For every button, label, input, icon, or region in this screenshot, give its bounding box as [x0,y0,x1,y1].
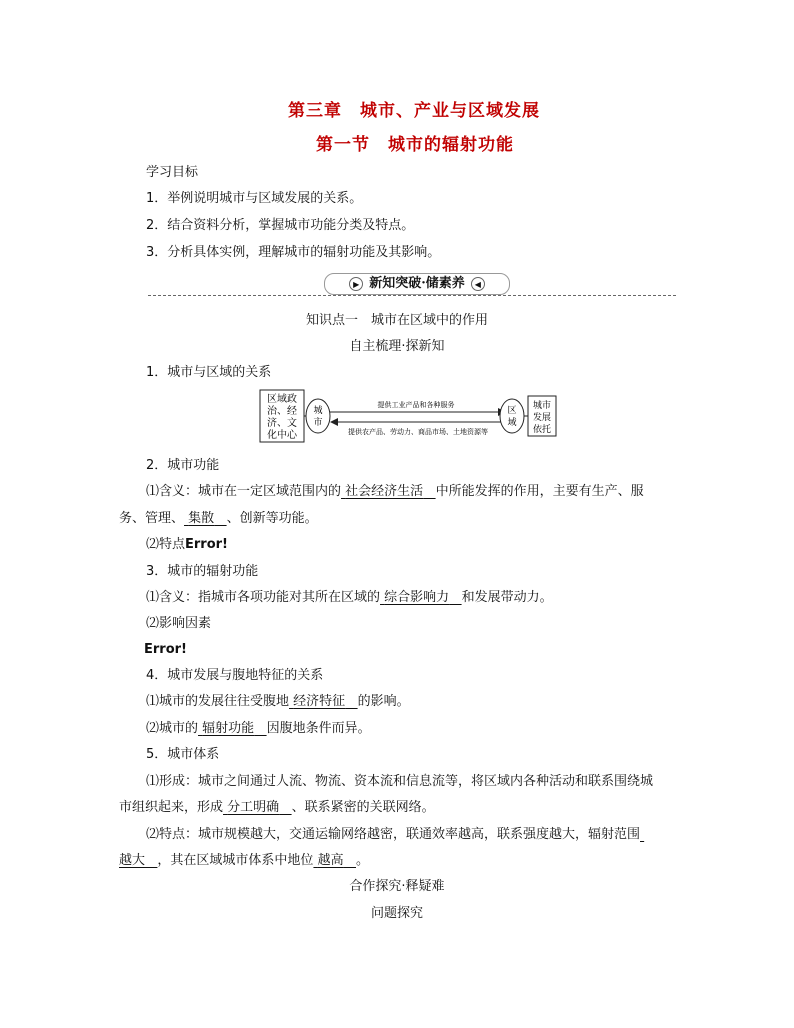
right-box-line: 依托 [532,425,552,435]
s2-p1-line1 [146,483,644,501]
answer-blank [198,721,267,736]
answer: 经济特征 [293,694,346,709]
text: ⑵特点 [146,537,186,552]
text: 和发展带动力。 [461,590,553,605]
section-title: 第一节 城市的辐射功能 [316,135,514,155]
answer: 分工明确 [227,800,280,815]
goals-heading: 学习目标 [146,165,199,180]
section-banner [324,273,510,295]
s2-p1-line2 [119,510,318,528]
self-study-title: 自主梳理·探新知 [349,339,445,354]
text: 市组织起来，形成 [119,800,224,815]
answer: 辐射功能 [202,721,255,736]
goal-item: 2．结合资料分析，掌握城市功能分类及特点。 [146,218,415,233]
answer-blank [184,511,227,526]
answer-blank [380,590,462,605]
s5-p1-line2 [119,799,435,817]
left-box-line: 区域政 [267,394,297,405]
answer: 社会经济生活 [345,484,424,499]
arrow-top-label: 提供工业产品和各种服务 [377,401,455,409]
city-label: 城 [313,406,323,416]
text: 的影响。 [357,694,410,709]
text: 。 [356,853,370,868]
city-label: 市 [313,418,323,428]
text: ，其在区域城市体系中地位 [157,853,314,868]
s4-p1 [146,693,410,711]
text: 、创新等功能。 [226,511,318,526]
arrow-bottom-label: 提供农产品、劳动力、商品市场、土地资源等 [348,428,488,436]
goal-item: 1．举例说明城市与区域发展的关系。 [146,191,363,206]
answer-blank [289,694,358,709]
error-text: Error! [144,642,187,657]
arrow-right-icon: ▶ [349,277,363,291]
region-label: 区 [507,406,517,416]
answer-blank [341,484,436,499]
text: ⑴城市的发展往往受腹地 [146,694,290,709]
left-box-line: 济、文 [267,418,297,429]
answer: 集散 [188,511,215,526]
text: 因腹地条件而异。 [266,721,371,736]
s3-p2: ⑵影响因素 [146,616,212,631]
goal-item: 3．分析具体实例，理解城市的辐射功能及其影响。 [146,245,441,260]
cooperative-inquiry-title: 合作探究·释疑难 [349,879,445,894]
answer-blank-start [640,827,644,842]
answer-blank [313,853,356,868]
s5-p1-line1: ⑴形成：城市之间通过人流、物流、资本流和信息流等，将区域内各种活动和联系围绕城 [146,774,654,789]
text: 务、管理、 [119,511,185,526]
s4-p2 [146,720,371,738]
s3-heading: 3．城市的辐射功能 [146,564,259,579]
text: 、联系紧密的关联网络。 [291,800,435,815]
answer-blank [223,800,292,815]
answer-blank [119,853,157,868]
arrow-left-icon: ◀ [471,277,485,291]
answer: 越高 [317,853,344,868]
s3-p1 [146,589,553,607]
answer: 越大 [119,853,146,868]
answer: 综合影响力 [384,590,450,605]
s5-p2-line2 [119,852,369,870]
text: 中所能发挥的作用，主要有生产、服 [435,484,644,499]
s5-p2-line1 [146,826,644,844]
s5-heading: 5．城市体系 [146,747,220,762]
error-text: Error! [185,537,228,552]
city-region-diagram [258,388,558,444]
left-box-line: 治、经 [267,406,297,417]
text: ⑴含义：指城市各项功能对其所在区域的 [146,590,381,605]
text: ⑵城市的 [146,721,199,736]
left-box-line: 化中心 [267,430,297,441]
s4-heading: 4．城市发展与腹地特征的关系 [146,668,324,683]
right-box-line: 城市 [532,401,552,411]
s2-p2 [146,536,228,554]
banner-text: 新知突破·储素养 [369,276,465,291]
s2-heading: 2．城市功能 [146,458,220,473]
banner-divider [148,295,676,296]
text: ⑵特点：城市规模越大，交通运输网络越密，联通效率越高，联系强度越大，辐射范围 [146,827,641,842]
region-label: 域 [507,418,517,428]
s1-heading: 1．城市与区域的关系 [146,365,272,380]
knowledge-point-title: 知识点一 城市在区域中的作用 [305,313,488,328]
text: ⑴含义：城市在一定区域范围内的 [146,484,342,499]
chapter-title: 第三章 城市、产业与区域发展 [288,101,540,121]
right-box-line: 发展 [532,413,552,423]
problem-inquiry-title: 问题探究 [370,906,423,921]
